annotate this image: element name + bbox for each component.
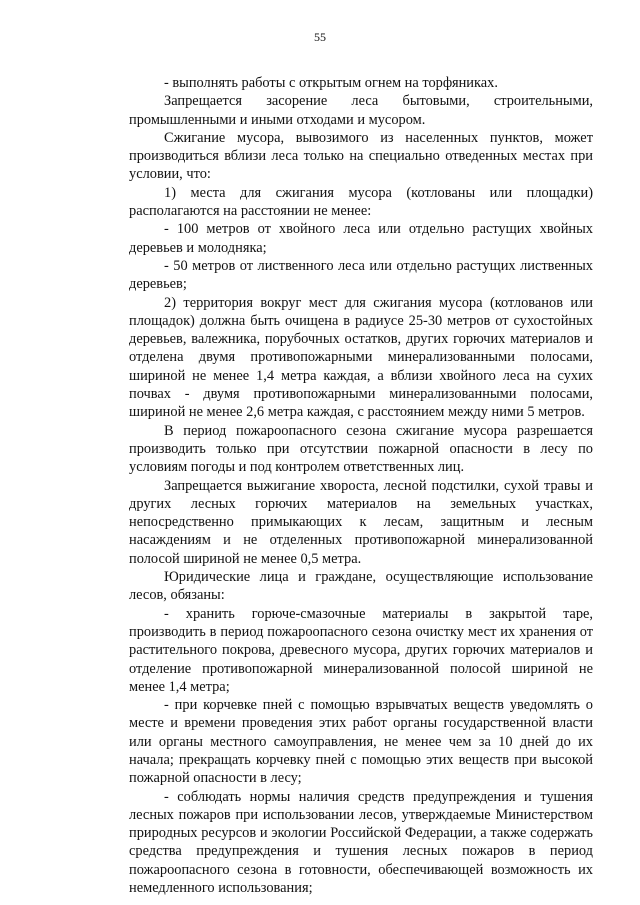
paragraph: - хранить горюче-смазочные материалы в закрытой таре, производить в период пожароопасного сезона очистку мест их хранения от растительного покрова, древесного мусора, других горючих материалов и отделение противопожарной минерализованной полосой шириной не менее 1,4 метра;: [129, 605, 593, 695]
paragraph: - при корчевке пней с помощью взрывчатых веществ уведомлять о месте и времени проведения этих работ органы государственной власти или органы местного самоуправления, не менее чем за 10 дней до их начала; прекращать корчевку пней с помощью этих веществ при высокой пожарной опасности в лесу;: [129, 697, 593, 787]
paragraph: Запрещается выжигание хвороста, лесной подстилки, сухой травы и других лесных горючих материалов на земельных участках, непосредственно примыкающих к лесам, защитным и лесным насаждениям и не отделенных противопожарной минерализованной полосой шириной не менее 0,5 метра.: [129, 477, 593, 567]
paragraph: Запрещается засорение леса бытовыми, строительными, промышленными и иными отходами и мусором.: [129, 93, 593, 128]
paragraph: 2) территория вокруг мест для сжигания мусора (котлованов или площадок) должна быть очищена в радиусе 25-30 метров от сухостойных деревьев, валежника, порубочных остатков, других горючих материалов и отделена двумя противопожарными минерализованными полосами, шириной не менее 1,4 метра каждая, а вблизи хвойного леса на сухих почвах - двумя противопожарными минерализованными полосами, шириной не менее 2,6 метра каждая, с расстоянием между ними 5 метров.: [129, 294, 593, 421]
paragraph: Сжигание мусора, вывозимого из населенных пунктов, может производиться вблизи леса только на специально отведенных местах при условии, что:: [129, 129, 593, 183]
paragraph: Юридические лица и граждане, осуществляющие использование лесов, обязаны:: [129, 569, 593, 604]
paragraph: - выполнять работы с открытым огнем на торфяниках.: [164, 75, 498, 91]
paragraph: - соблюдать нормы наличия средств предупреждения и тушения лесных пожаров при использовании лесов, утверждаемые Министерством природных ресурсов и экологии Российской Федерации, а также содержать средства предупреждения и тушения лесных пожаров в период пожароопасного сезона в готовности, обеспечивающей возможность их немедленного использования;: [129, 788, 593, 897]
paragraph: 1) места для сжигания мусора (котлованы или площадки) располагаются на расстоянии не менее:: [129, 184, 593, 220]
document-body: [129, 74, 593, 897]
paragraph: - 100 метров от хвойного леса или отдельно растущих хвойных деревьев и молодняка;: [129, 221, 593, 256]
paragraph: В период пожароопасного сезона сжигание мусора разрешается производить только при отсутствии пожарной опасности в лесу по условиям погоды и под контролем ответственных лиц.: [129, 422, 593, 476]
paragraph: - 50 метров от лиственного леса или отдельно растущих лиственных деревьев;: [129, 257, 593, 293]
page-number: 55: [314, 30, 326, 44]
